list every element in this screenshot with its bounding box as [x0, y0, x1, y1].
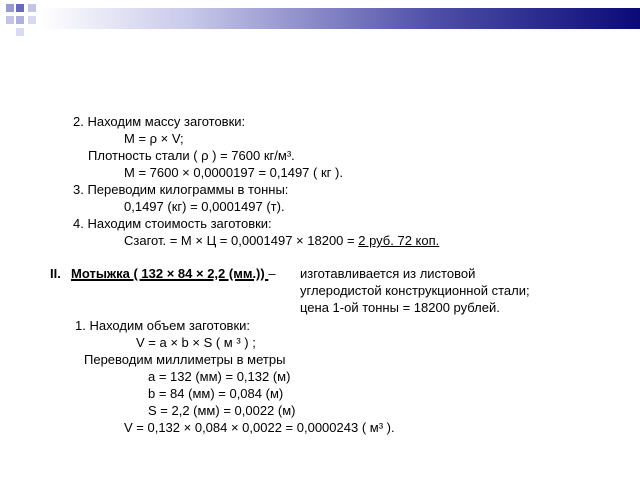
mm-to-m-heading: Переводим миллиметры в метры	[84, 352, 286, 367]
tons-conversion: 0,1497 (кг) = 0,0001497 (т).	[124, 199, 285, 214]
step-4-heading: 4. Находим стоимость заготовки:	[73, 216, 272, 231]
decor-square	[6, 4, 14, 12]
dimension-s: S = 2,2 (мм) = 0,0022 (м)	[148, 403, 296, 418]
dimension-b: b = 84 (мм) = 0,084 (м)	[148, 386, 284, 401]
material-price: цена 1-ой тонны = 18200 рублей.	[300, 300, 500, 315]
section-ii-heading	[71, 266, 276, 282]
material-desc-2: углеродистой конструкционной стали;	[300, 283, 530, 298]
volume-formula: V = a × b × S ( м ³ ) ;	[136, 335, 256, 350]
mass-calculation: М = 7600 × 0,0000197 = 0,1497 ( кг ).	[124, 165, 343, 180]
decor-square	[16, 16, 24, 24]
dimension-a: а = 132 (мм) = 0,132 (м)	[148, 369, 291, 384]
step-2-heading: 2. Находим массу заготовки:	[73, 114, 246, 129]
mass-formula: М = ρ × V;	[124, 131, 184, 146]
cost-formula: Сзагот. = М × Ц = 0,0001497 × 18200 =	[124, 233, 359, 248]
steel-density: Плотность стали ( ρ ) = 7600 кг/м³.	[88, 148, 295, 163]
decor-square	[28, 4, 36, 12]
cost-calculation	[124, 233, 439, 249]
title-dash: –	[268, 266, 276, 281]
decor-square	[6, 16, 14, 24]
section-ii-title: Мотыжка ( 132 × 84 × 2,2 (мм.))	[71, 266, 269, 281]
slide-header-decoration	[0, 0, 640, 36]
header-gradient-bar	[40, 8, 640, 29]
decor-square	[16, 4, 24, 12]
step-3-heading: 3. Переводим килограммы в тонны:	[73, 182, 289, 197]
step-1-heading: 1. Находим объем заготовки:	[75, 318, 251, 333]
volume-calculation: V = 0,132 × 0,084 × 0,0022 = 0,0000243 ( м³ ).	[124, 420, 395, 435]
material-desc-1: изготавливается из листовой	[300, 266, 476, 281]
cost-result: 2 руб. 72 коп.	[358, 233, 440, 248]
section-ii-numeral: II.	[50, 266, 61, 281]
decor-square	[28, 16, 36, 24]
decor-square	[16, 28, 24, 36]
